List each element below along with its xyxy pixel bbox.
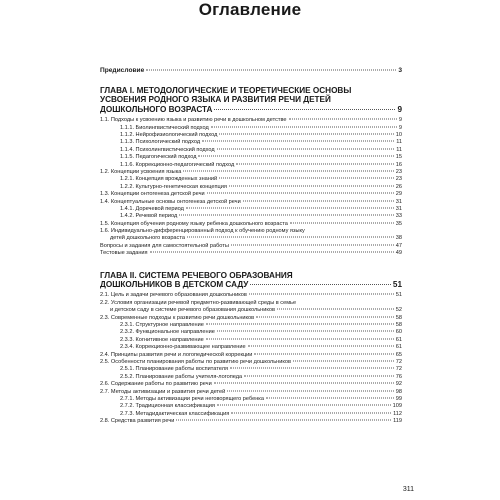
dot-leader	[277, 309, 394, 310]
toc-entry-text: детей дошкольного возраста	[110, 235, 185, 242]
chapter-entries	[100, 117, 402, 257]
toc-entry-page: 99	[395, 395, 402, 402]
toc-entry	[100, 396, 402, 403]
toc-entry-text: 2.8. Средства развития речи	[100, 418, 175, 425]
dot-leader	[219, 134, 393, 135]
toc-entry-text: и детском саду в системе речевого образования дошкольников	[110, 307, 275, 314]
dot-leader	[256, 316, 394, 317]
toc-entry-page: 26	[395, 183, 402, 190]
dot-leader	[202, 141, 394, 142]
toc-entry-page: 119	[393, 418, 402, 425]
toc-entry-text: 2.7.1. Методы активизации речи неговорящего ребенка	[120, 395, 264, 402]
toc-entry	[100, 191, 402, 198]
dot-leader	[217, 331, 394, 332]
chapter-heading-last	[100, 105, 402, 114]
toc-entry	[100, 337, 402, 344]
dot-leader	[248, 346, 394, 347]
toc-entry-page: 9	[398, 124, 402, 131]
toc-entry-page: 49	[395, 250, 402, 257]
toc-entry-text: 2.1. Цель и задачи речевого образования дошкольников	[100, 292, 247, 299]
toc-entry	[100, 139, 402, 146]
toc-entry-page: 60	[395, 329, 402, 336]
toc-entry-page: 61	[395, 336, 402, 343]
dot-leader	[150, 252, 394, 253]
toc-entry-page: 23	[395, 176, 402, 183]
dot-leader	[186, 207, 394, 208]
toc-entry-page: 51	[395, 292, 402, 299]
toc-entry	[100, 213, 402, 220]
dot-leader	[231, 244, 394, 245]
dot-leader	[254, 353, 393, 354]
dot-leader	[207, 193, 394, 194]
toc-entry-text: 2.7.2. Традиционная классификация	[120, 403, 215, 410]
toc-entry-page: 112	[393, 410, 402, 417]
chapter-heading-last	[100, 280, 402, 289]
toc-entry	[100, 352, 402, 359]
chapter-heading	[100, 271, 402, 280]
dot-leader	[250, 284, 391, 285]
toc-entry	[100, 300, 402, 307]
toc-entry-page: 98	[395, 388, 402, 395]
chapter-heading-line: ГЛАВА I. МЕТОДОЛОГИЧЕСКИЕ И ТЕОРЕТИЧЕСКИЕ ОСНОВЫ	[100, 86, 352, 95]
dot-leader	[179, 215, 393, 216]
toc-entry-text: 2.7.3. Метадидактическая классификация	[120, 410, 230, 417]
toc-entry-page: 35	[395, 220, 402, 227]
toc-entry	[100, 374, 402, 381]
dot-leader	[244, 375, 394, 376]
toc-entry-preface	[100, 66, 402, 75]
toc-entry-page: 61	[395, 344, 402, 351]
toc-entry-page: 29	[395, 191, 402, 198]
toc-entry-text: 1.3. Концепции онтогенеза детской речи	[100, 191, 205, 198]
toc-entry	[100, 221, 402, 228]
chapter-entries	[100, 292, 402, 425]
toc-entry	[100, 322, 402, 329]
toc-entry-page: 10	[395, 132, 402, 138]
dot-leader	[176, 420, 391, 421]
dot-leader	[290, 222, 394, 223]
dot-leader	[229, 185, 394, 186]
toc-entry	[100, 125, 402, 132]
dot-leader	[214, 383, 394, 384]
toc-entry	[100, 117, 402, 124]
toc-entry-text: 2.3. Современные подходы к развитию речи дошкольников	[100, 314, 255, 321]
chapter-heading-line: ДОШКОЛЬНОГО ВОЗРАСТА	[100, 104, 213, 114]
toc-entry-text: 1.2.2. Культурно-генетическая концепция	[120, 183, 227, 190]
table-of-contents	[100, 66, 402, 425]
dot-leader	[293, 360, 394, 361]
dot-leader	[227, 390, 393, 391]
toc-entry-text: 2.4. Принципы развития речи и логопедической коррекции	[100, 351, 253, 358]
toc-entry	[100, 389, 402, 396]
toc-entry	[100, 162, 402, 169]
toc-entry-page: 3	[398, 67, 402, 74]
toc-entry-text: 1.4. Концептуальные основы онтогенеза детской речи	[100, 198, 241, 205]
toc-entry	[100, 403, 402, 410]
dot-leader	[217, 148, 395, 149]
toc-entry	[100, 418, 402, 425]
toc-entry	[100, 235, 402, 242]
toc-entry-text: Предисловие	[100, 67, 145, 74]
toc-entry-text: 2.3.3. Когнитивное направление	[120, 336, 204, 343]
dot-leader	[249, 294, 394, 295]
toc-entry-page: 72	[395, 358, 402, 365]
toc-entry-page: 51	[392, 280, 402, 290]
toc-entry-text: 1.4.1. Доречевой период	[120, 205, 184, 212]
toc-entry-page: 15	[395, 154, 402, 161]
toc-entry-text: 2.2. Условия организации речевой предметно-развивающей среды в семье	[100, 299, 297, 306]
toc-entry-page: 33	[395, 213, 402, 220]
toc-entry-text: 1.1.2. Нейрофизиологический подход	[120, 132, 218, 138]
toc-entry-page: 58	[395, 322, 402, 329]
dot-leader	[236, 163, 394, 164]
toc-entry-text: 1.1. Подходы к усвоению языка и развитию речи в дошкольном детстве	[100, 117, 287, 124]
toc-entry-page: 58	[395, 314, 402, 321]
chapter-heading-line: ДОШКОЛЬНИКОВ В ДЕТСКОМ САДУ	[100, 280, 249, 290]
toc-entry-page: 23	[395, 168, 402, 175]
toc-entry-text: 2.5.1. Планирование работы воспитателя	[120, 366, 229, 373]
toc-entry-text: 2.3.2. Функциональное направление	[120, 329, 215, 336]
toc-entry-text: 1.1.3. Психологический подход	[120, 139, 201, 146]
toc-entry	[100, 154, 402, 161]
toc-entry-text: 1.4.2. Речевой период	[120, 213, 178, 220]
toc-entry	[100, 359, 402, 366]
dot-leader	[289, 119, 397, 120]
toc-entry	[100, 329, 402, 336]
toc-entry-page: 11	[396, 139, 402, 146]
toc-entry	[100, 344, 402, 351]
toc-entry-text: 1.1.5. Педагогический подход	[120, 154, 197, 161]
toc-entry-text: 1.6. Индивидуально-дифференцированный подход к обучению родному языку	[100, 228, 305, 235]
toc-entry-page: 52	[395, 307, 402, 314]
toc-entry-page: 92	[395, 381, 402, 388]
page-title: Оглавление	[198, 0, 302, 19]
toc-entry	[100, 292, 402, 299]
chapter-heading-line: ГЛАВА II. СИСТЕМА РЕЧЕВОГО ОБРАЗОВАНИЯ	[100, 270, 293, 280]
dot-leader	[211, 126, 397, 127]
toc-entry-page: 38	[395, 235, 402, 242]
dot-leader	[230, 368, 394, 369]
toc-entry	[100, 243, 402, 250]
toc-entry-text: 2.7. Методы активизации и развития речи детей	[100, 388, 226, 395]
dot-leader	[183, 170, 393, 171]
toc-entry-text: 1.1.1. Биолингвистический подход	[120, 124, 209, 131]
toc-entry-text: 2.5. Особенности планирования работы по развитию речи дошкольников	[100, 358, 291, 365]
toc-entry-text: 2.5.2. Планирование работы учителя-логопеда	[120, 373, 243, 380]
toc-entry-text: 1.1.4. Психолингвистический подход	[120, 146, 215, 153]
toc-entry	[100, 250, 402, 257]
toc-entry-page: 31	[395, 198, 402, 205]
toc-entry-page: 9	[398, 117, 402, 124]
toc-entry	[100, 366, 402, 373]
dot-leader	[219, 178, 394, 179]
dot-leader	[206, 324, 394, 325]
dot-leader	[214, 109, 395, 110]
toc-entry-page: 31	[395, 205, 402, 212]
dot-leader	[266, 397, 394, 398]
toc-entry-text: 1.2.1. Концепция врожденных знаний	[120, 176, 218, 183]
toc-entry-page: 47	[395, 242, 402, 249]
dot-leader	[243, 200, 394, 201]
toc-entry-page: 16	[395, 161, 402, 168]
dot-leader	[198, 156, 393, 157]
toc-entry-text: 2.6. Содержание работы по развитию речи	[100, 381, 212, 388]
toc-entry	[100, 411, 402, 418]
toc-entry-page: 65	[395, 351, 402, 358]
toc-entry-text: 2.3.1. Структурное направление	[120, 322, 204, 329]
toc-entry-page: 76	[395, 373, 402, 380]
toc-entry-text: Тестовые задания	[100, 250, 148, 257]
toc-entry	[100, 199, 402, 206]
dot-leader	[187, 237, 394, 238]
toc-entry-page: 72	[395, 366, 402, 373]
dot-leader	[217, 405, 391, 406]
toc-entry	[100, 315, 402, 322]
toc-entry-text: 1.2. Концепции усвоения языка	[100, 168, 182, 175]
toc-entry-text: 1.5. Концепция обучения родному языку ребенка дошкольного возраста	[100, 220, 288, 227]
dot-leader	[146, 70, 396, 71]
toc-entry-text: 1.1.6. Коррекционно-педагогический подход	[120, 161, 235, 168]
toc-entry-page: 109	[392, 403, 402, 410]
toc-entry	[100, 176, 402, 183]
dot-leader	[231, 412, 391, 413]
chapter-heading	[100, 86, 402, 105]
page-number: 311	[402, 486, 414, 493]
toc-entry	[100, 307, 402, 314]
chapter-heading-line: УСВОЕНИЯ РОДНОГО ЯЗЫКА И РАЗВИТИЯ РЕЧИ ДЕТЕЙ	[100, 95, 331, 105]
dot-leader	[206, 338, 394, 339]
toc-entry-page: 11	[396, 146, 402, 153]
toc-entry-text: 2.3.4. Коррекционно-развивающее направление	[120, 344, 246, 351]
toc-entry-page: 9	[397, 104, 402, 114]
toc-entry-text: Вопросы и задания для самостоятельной работы	[100, 242, 229, 249]
toc-entry	[100, 381, 402, 388]
